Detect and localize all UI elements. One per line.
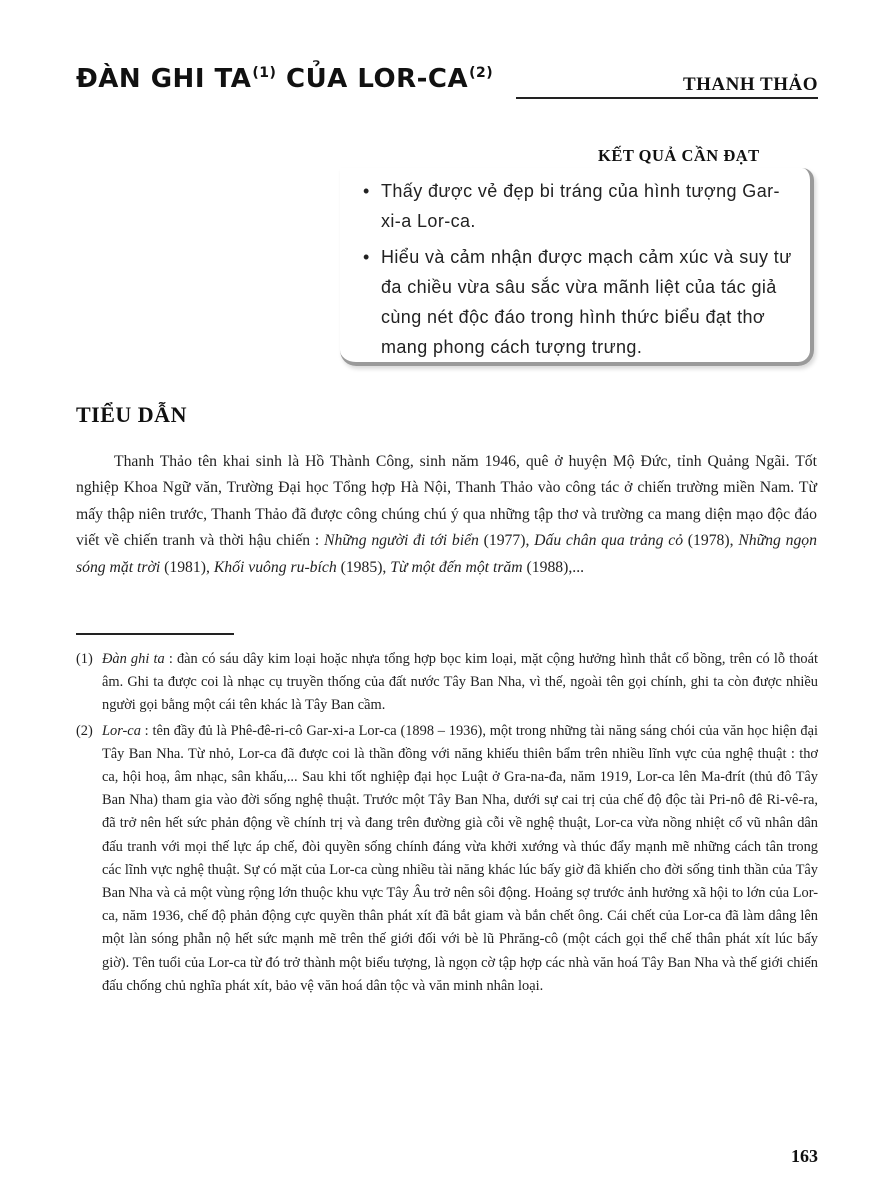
- work-year: (1978),: [683, 532, 739, 550]
- footnote-item: [76, 720, 818, 998]
- work-title: Những ngọn sóng mặt trời: [76, 532, 817, 576]
- page-number: 163: [791, 1146, 818, 1166]
- bullet-icon: •: [363, 181, 370, 201]
- page-header: [76, 64, 818, 104]
- intro-paragraph: [76, 449, 817, 581]
- footnote-text: : tên đầy đủ là Phê-đê-ri-cô Gar-xi-a Lor-ca (1898 – 1936), một trong những tài năng sáng chói của văn học hiện đại Tây Ban Nha. Từ nhỏ, Lor-ca đã được coi là thần đồng với năng khiếu thiên bẩm trên nhiều lĩnh vực của nghệ thuật : thơ ca, hội hoạ, âm nhạc, sân khấu,... Sau khi tốt nghiệp đại học Luật ở Gra-na-đa, năm 1919, Lor-ca lên Ma-đrít (thủ đô Tây Ban Nha) tham gia vào đời sống nghệ thuật. Trước một Tây Ban Nha, dưới sự cai trị của chế độ độc tài Pri-nô đê Ri-vê-ra, đã trở nên hết sức phản động về chính trị và đang trên đường già cỗi về nghệ thuật, Lor-ca vừa nồng nhiệt cổ vũ nhân dân đấu tranh với mọi thế lực áp chế, đòi quyền sống chính đáng vừa khởi xướng và thúc đẩy mạnh mẽ những cách tân trong các lĩnh vực nghệ thuật. Sự có mặt của Lor-ca cùng nhiều tài năng khác lúc bấy giờ đã khiến cho đời sống tinh thần của Tây Ban Nha và cả một vùng rộng lớn thuộc khu vực Tây Âu trở nên sôi động. Hoảng sợ trước ảnh hưởng xã hội to lớn của Lor-ca, năm 1936, chế độ phản động cực quyền thân phát xít đã bắt giam và bắn chết ông. Cái chết của Lor-ca đã làm dâng lên một làn sóng phẫn nộ hết sức mạnh mẽ trên thế giới đối với bè lũ Phrăng-cô (một cách gọi thể chế thân phát xít lúc bấy giờ). Tên tuổi của Lor-ca từ đó trở thành một biểu tượng, là ngọn cờ tập hợp các nhà văn hoá Tây Ban Nha và thế giới chiến đấu chống chủ nghĩa phát xít, bảo vệ văn hoá dân tộc và văn minh nhân loại.: [102, 722, 818, 994]
- footnote-ref-2: (2): [469, 65, 494, 82]
- title-mid: CỦA LOR-CA: [276, 64, 469, 94]
- work-title: Những người đi tới biển: [324, 532, 479, 550]
- footnote-term: Lor-ca: [102, 722, 141, 739]
- footnote-number: (2): [76, 722, 93, 739]
- work-year: (1988),...: [522, 558, 585, 576]
- work-title: Dấu chân qua trảng cỏ: [534, 532, 684, 550]
- intro-text: Thanh Thảo tên khai sinh là Hồ Thành Công, sinh năm 1946, quê ở huyện Mộ Đức, tỉnh Quảng Ngãi. Tốt nghiệp Khoa Ngữ văn, Trường Đại học Tổng hợp Hà Nội, Thanh Thảo vào công tác ở chiến trường miền Nam. Từ mấy thập niên trước, Thanh Thảo đã được công chúng chú ý qua những tập thơ và trường ca mang diện mạo độc đáo viết về chiến tranh và thời hậu chiến :: [76, 453, 817, 550]
- bullet-icon: •: [363, 247, 370, 267]
- work-title: Từ một đến một trăm: [390, 558, 523, 576]
- footnote-text: : đàn có sáu dây kim loại hoặc nhựa tổng hợp bọc kim loại, mặt cộng hưởng hình thắt cổ bồng, trên có lỗ thoát âm. Ghi ta được coi là nhạc cụ truyền thống của đất nước Tây Ban Nha, vì thế, ngoài tên gọi chính, ghi ta còn được nhiều người gọi bằng một cái tên khác là Tây Ban cầm.: [102, 651, 818, 714]
- goals-title: KẾT QUẢ CẦN ĐẠT: [598, 146, 760, 165]
- footnote-ref-1: (1): [252, 65, 277, 82]
- lesson-title: [76, 64, 493, 94]
- section-heading: TIỂU DẪN: [76, 402, 187, 427]
- work-title: Khối vuông ru-bích: [213, 558, 337, 576]
- title-rule: [516, 97, 818, 99]
- goal-text: Thấy được vẻ đẹp bi tráng của hình tượng Gar-xi-a Lor-ca.: [381, 181, 780, 231]
- footnotes: [76, 648, 818, 1000]
- title-main: ĐÀN GHI TA: [76, 64, 252, 94]
- author-name: THANH THẢO: [682, 74, 818, 95]
- work-year: (1981),: [160, 558, 214, 576]
- footnote-number: (1): [76, 651, 93, 667]
- footnote-term: Đàn ghi ta: [102, 651, 165, 667]
- footnote-rule: [76, 633, 234, 635]
- goal-item: [362, 176, 794, 236]
- work-year: (1985),: [336, 558, 391, 576]
- footnote-item: [76, 648, 818, 718]
- goals-list: [362, 176, 794, 368]
- goal-item: [362, 242, 794, 362]
- goal-text: Hiểu và cảm nhận được mạch cảm xúc và suy tư đa chiều vừa sâu sắc vừa mãnh liệt của tác giả cùng nét độc đáo trong hình thức biểu đạt thơ mang phong cách tượng trưng.: [381, 247, 792, 357]
- work-year: (1977),: [478, 532, 535, 550]
